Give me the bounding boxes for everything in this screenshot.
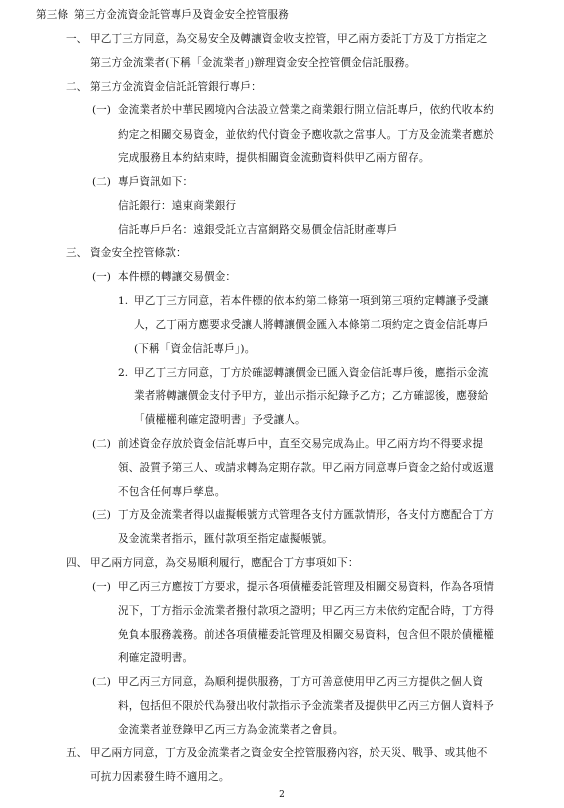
section-3-item-3-line-2: 及金流業者指示，匯付款項至指定虛擬帳號。 <box>118 533 333 545</box>
section-3-item-2-line-1: 前述資金存放於資金信託專戶中，直至交易完成為止。甲乙兩方均不得要求提 <box>118 438 484 450</box>
page-number: 2 <box>279 790 285 800</box>
section-3-item-3-number: (三) <box>92 509 111 521</box>
section-2-item-1-line-1: 金流業者於中華民國境內合法設立營業之商業銀行開立信託專戶，依約代收本約 <box>118 104 495 116</box>
section-1-number: 一、 <box>66 33 88 45</box>
trust-account-name-line: 信託專戶戶名：遠銀受託立吉富網路交易價金信託財產專戶 <box>118 224 398 236</box>
section-2-item-1-line-3: 完成服務且本約結束時，提供相關資金流動資料供甲乙兩方留存。 <box>118 152 430 164</box>
section-3-point-1-line-2: 人，乙丁兩方應要求受讓人將轉讓價金匯入本條第二項約定之資金信託專戶 <box>134 319 489 331</box>
section-3-item-1-number: (一) <box>92 271 111 283</box>
section-3-point-2-line-3: 「債權權利確定證明書」予受讓人。 <box>134 414 306 426</box>
section-2-item-2-number: (二) <box>92 176 111 188</box>
section-2-heading: 第三方金流資金信託託管銀行專戶： <box>90 81 262 93</box>
section-3-item-3-line-1: 丁方及金流業者得以虛擬帳號方式管理各支付方匯款情形，各支付方應配合丁方 <box>118 509 495 521</box>
section-3-item-2-line-3: 不包含任何專戶孳息。 <box>118 486 226 498</box>
section-2-number: 二、 <box>66 81 88 93</box>
section-3-point-2-line-1: 甲乙丁三方同意，丁方於確認轉讓價金已匯入資金信託專戶後，應指示金流 <box>134 367 489 379</box>
section-4-number: 四、 <box>66 557 88 569</box>
section-3-number: 三、 <box>66 247 88 259</box>
section-3-point-1-line-3: (下稱「資金信託專戶」)。 <box>134 343 256 355</box>
section-1-line-1: 甲乙丁三方同意，為交易安全及轉讓資金收支控管，甲乙兩方委託丁方及丁方指定之 <box>90 33 488 45</box>
article-title: 第三方金流資金託管專戶及資金安全控管服務 <box>74 9 289 21</box>
section-4-item-2-number: (二) <box>92 676 111 688</box>
section-4-item-1-number: (一) <box>92 581 111 593</box>
section-4-item-1-line-3: 免負本服務義務。前述各項債權委託管理及相關交易資料，包含但不限於債權權 <box>118 629 495 641</box>
section-4-item-2-line-3: 金流業者並登錄甲乙丙三方為金流業者之會員。 <box>118 724 344 736</box>
trust-bank-line: 信託銀行：遠東商業銀行 <box>118 200 237 212</box>
section-3-point-2-line-2: 業者將轉讓價金支付予甲方，並出示指示紀錄予乙方；乙方確認後，應發給 <box>134 390 489 402</box>
section-5-line-1: 甲乙兩方同意，丁方及金流業者之資金安全控管服務內容，於天災、戰爭、或其他不 <box>90 747 488 759</box>
section-2-item-1-line-2: 約定之相關交易資金，並依約代付資金予應收款之當事人。丁方及金流業者應於 <box>118 129 495 141</box>
section-5-line-2: 可抗力因素發生時不適用之。 <box>90 771 230 783</box>
section-4-item-1-line-2: 況下，丁方指示金流業者撥付款項之證明；甲乙丙三方未依約定配合時，丁方得 <box>118 605 495 617</box>
section-2-item-2-heading: 專戶資訊如下： <box>118 176 194 188</box>
article-number: 第三條 <box>36 9 69 21</box>
section-4-item-1-line-1: 甲乙丙三方應按丁方要求，提示各項債權委託管理及相關交易資料，作為各項情 <box>118 581 495 593</box>
section-4-item-1-line-4: 利確定證明書。 <box>118 652 194 664</box>
section-3-item-2-line-2: 領、設質予第三人、或請求轉為定期存款。甲乙兩方同意專戶資金之給付或返還 <box>118 462 495 474</box>
section-3-item-2-number: (二) <box>92 438 111 450</box>
section-3-item-1-heading: 本件標的轉讓交易價金： <box>118 271 237 283</box>
section-4-heading: 甲乙兩方同意，為交易順利履行，應配合丁方事項如下： <box>90 557 359 569</box>
section-5-number: 五、 <box>66 747 88 759</box>
section-4-item-2-line-2: 料，包括但不限於代為發出收付款指示予金流業者及提供甲乙丙三方個人資料予 <box>118 700 495 712</box>
section-2-item-1-number: (一) <box>92 104 111 116</box>
section-3-point-1-line-1: 甲乙丁三方同意，若本件標的依本約第二條第一項到第三項約定轉讓予受讓 <box>134 295 489 307</box>
section-3-point-2-number: 2. <box>118 367 129 379</box>
section-1-line-2: 第三方金流業者(下稱「金流業者」)辦理資金安全控管價金信託服務。 <box>90 57 416 69</box>
section-4-item-2-line-1: 甲乙丙三方同意，為順利提供服務，丁方可善意使用甲乙丙三方提供之個人資 <box>118 676 484 688</box>
section-3-heading: 資金安全控管條款： <box>90 247 187 259</box>
section-3-point-1-number: 1. <box>118 295 129 307</box>
